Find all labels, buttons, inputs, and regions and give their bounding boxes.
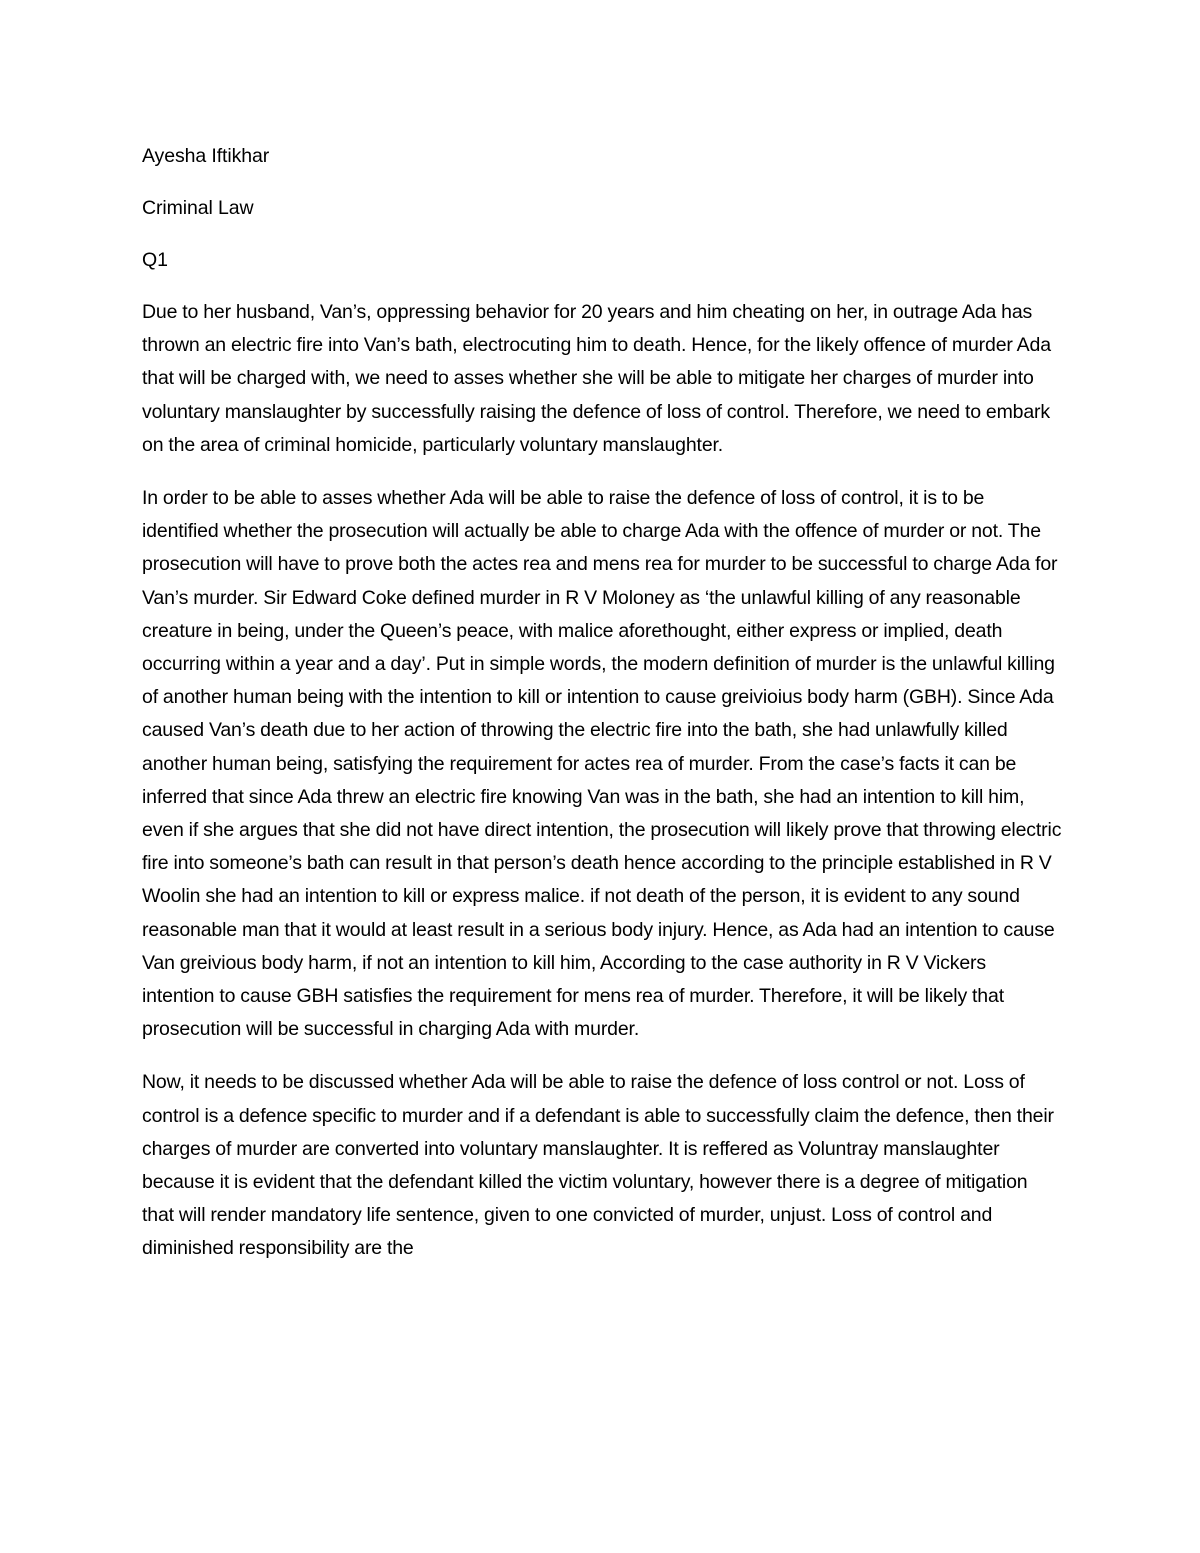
paragraph-intro: Due to her husband, Van’s, oppressing behavior for 20 years and him cheating on her, in outrage Ada has thrown an electric fire into Van’s bath, electrocuting him to death. Hence, for the likely offence of murder Ada that will be charged with, we need to asses whether she will be able to mitigate her charges of murder into voluntary manslaughter by successfully raising the defence of loss of control. Therefore, we need to embark on the area of criminal homicide, particularly voluntary manslaughter. [142,301,1051,456]
document-body [142,140,1062,1286]
question-label: Q1 [142,249,168,271]
paragraph-loss-of-control: Now, it needs to be discussed whether Ada will be able to raise the defence of loss control or not. Loss of control is a defence specific to murder and if a defendant is able to successfully claim the defence, then their charges of murder are converted into voluntary manslaughter. It is reffered as Voluntray manslaughter because it is evident that the defendant killed the victim voluntary, however there is a degree of mitigation that will render mandatory life sentence, given to one convicted of murder, unjust. Loss of control and diminished responsibility are the [142,1071,1054,1260]
author-name: Ayesha Iftikhar [142,145,270,167]
course-title: Criminal Law [142,197,254,219]
paragraph-murder-analysis: In order to be able to asses whether Ada will be able to raise the defence of loss of control, it is to be identified whether the prosecution will actually be able to charge Ada with the offence of murder or not. The prosecution will have to prove both the actes rea and mens rea for murder to be successful to charge Ada for Van’s murder. Sir Edward Coke defined murder in R V Moloney as ‘the unlawful killing of any reasonable creature in being, under the Queen’s peace, with malice aforethought, either express or implied, death occurring within a year and a day’. Put in simple words, the modern definition of murder is the unlawful killing of another human being with the intention to kill or intention to cause greivioius body harm (GBH). Since Ada caused Van’s death due to her action of throwing the electric fire into the bath, she had unlawfully killed another human being, satisfying the requirement for actes rea of murder. From the case’s facts it can be inferred that since Ada threw an electric fire knowing Van was in the bath, she had an intention to kill him, even if she argues that she did not have direct intention, the prosecution will likely prove that throwing electric fire into someone’s bath can result in that person’s death hence according to the principle established in R V Woolin she had an intention to kill or express malice. if not death of the person, it is evident to any sound reasonable man that it would at least result in a serious body injury. Hence, as Ada had an intention to cause Van greivious body harm, if not an intention to kill him, According to the case authority in R V Vickers intention to cause GBH satisfies the requirement for mens rea of murder. Therefore, it will be likely that prosecution will be successful in charging Ada with murder. [142,487,1062,1041]
